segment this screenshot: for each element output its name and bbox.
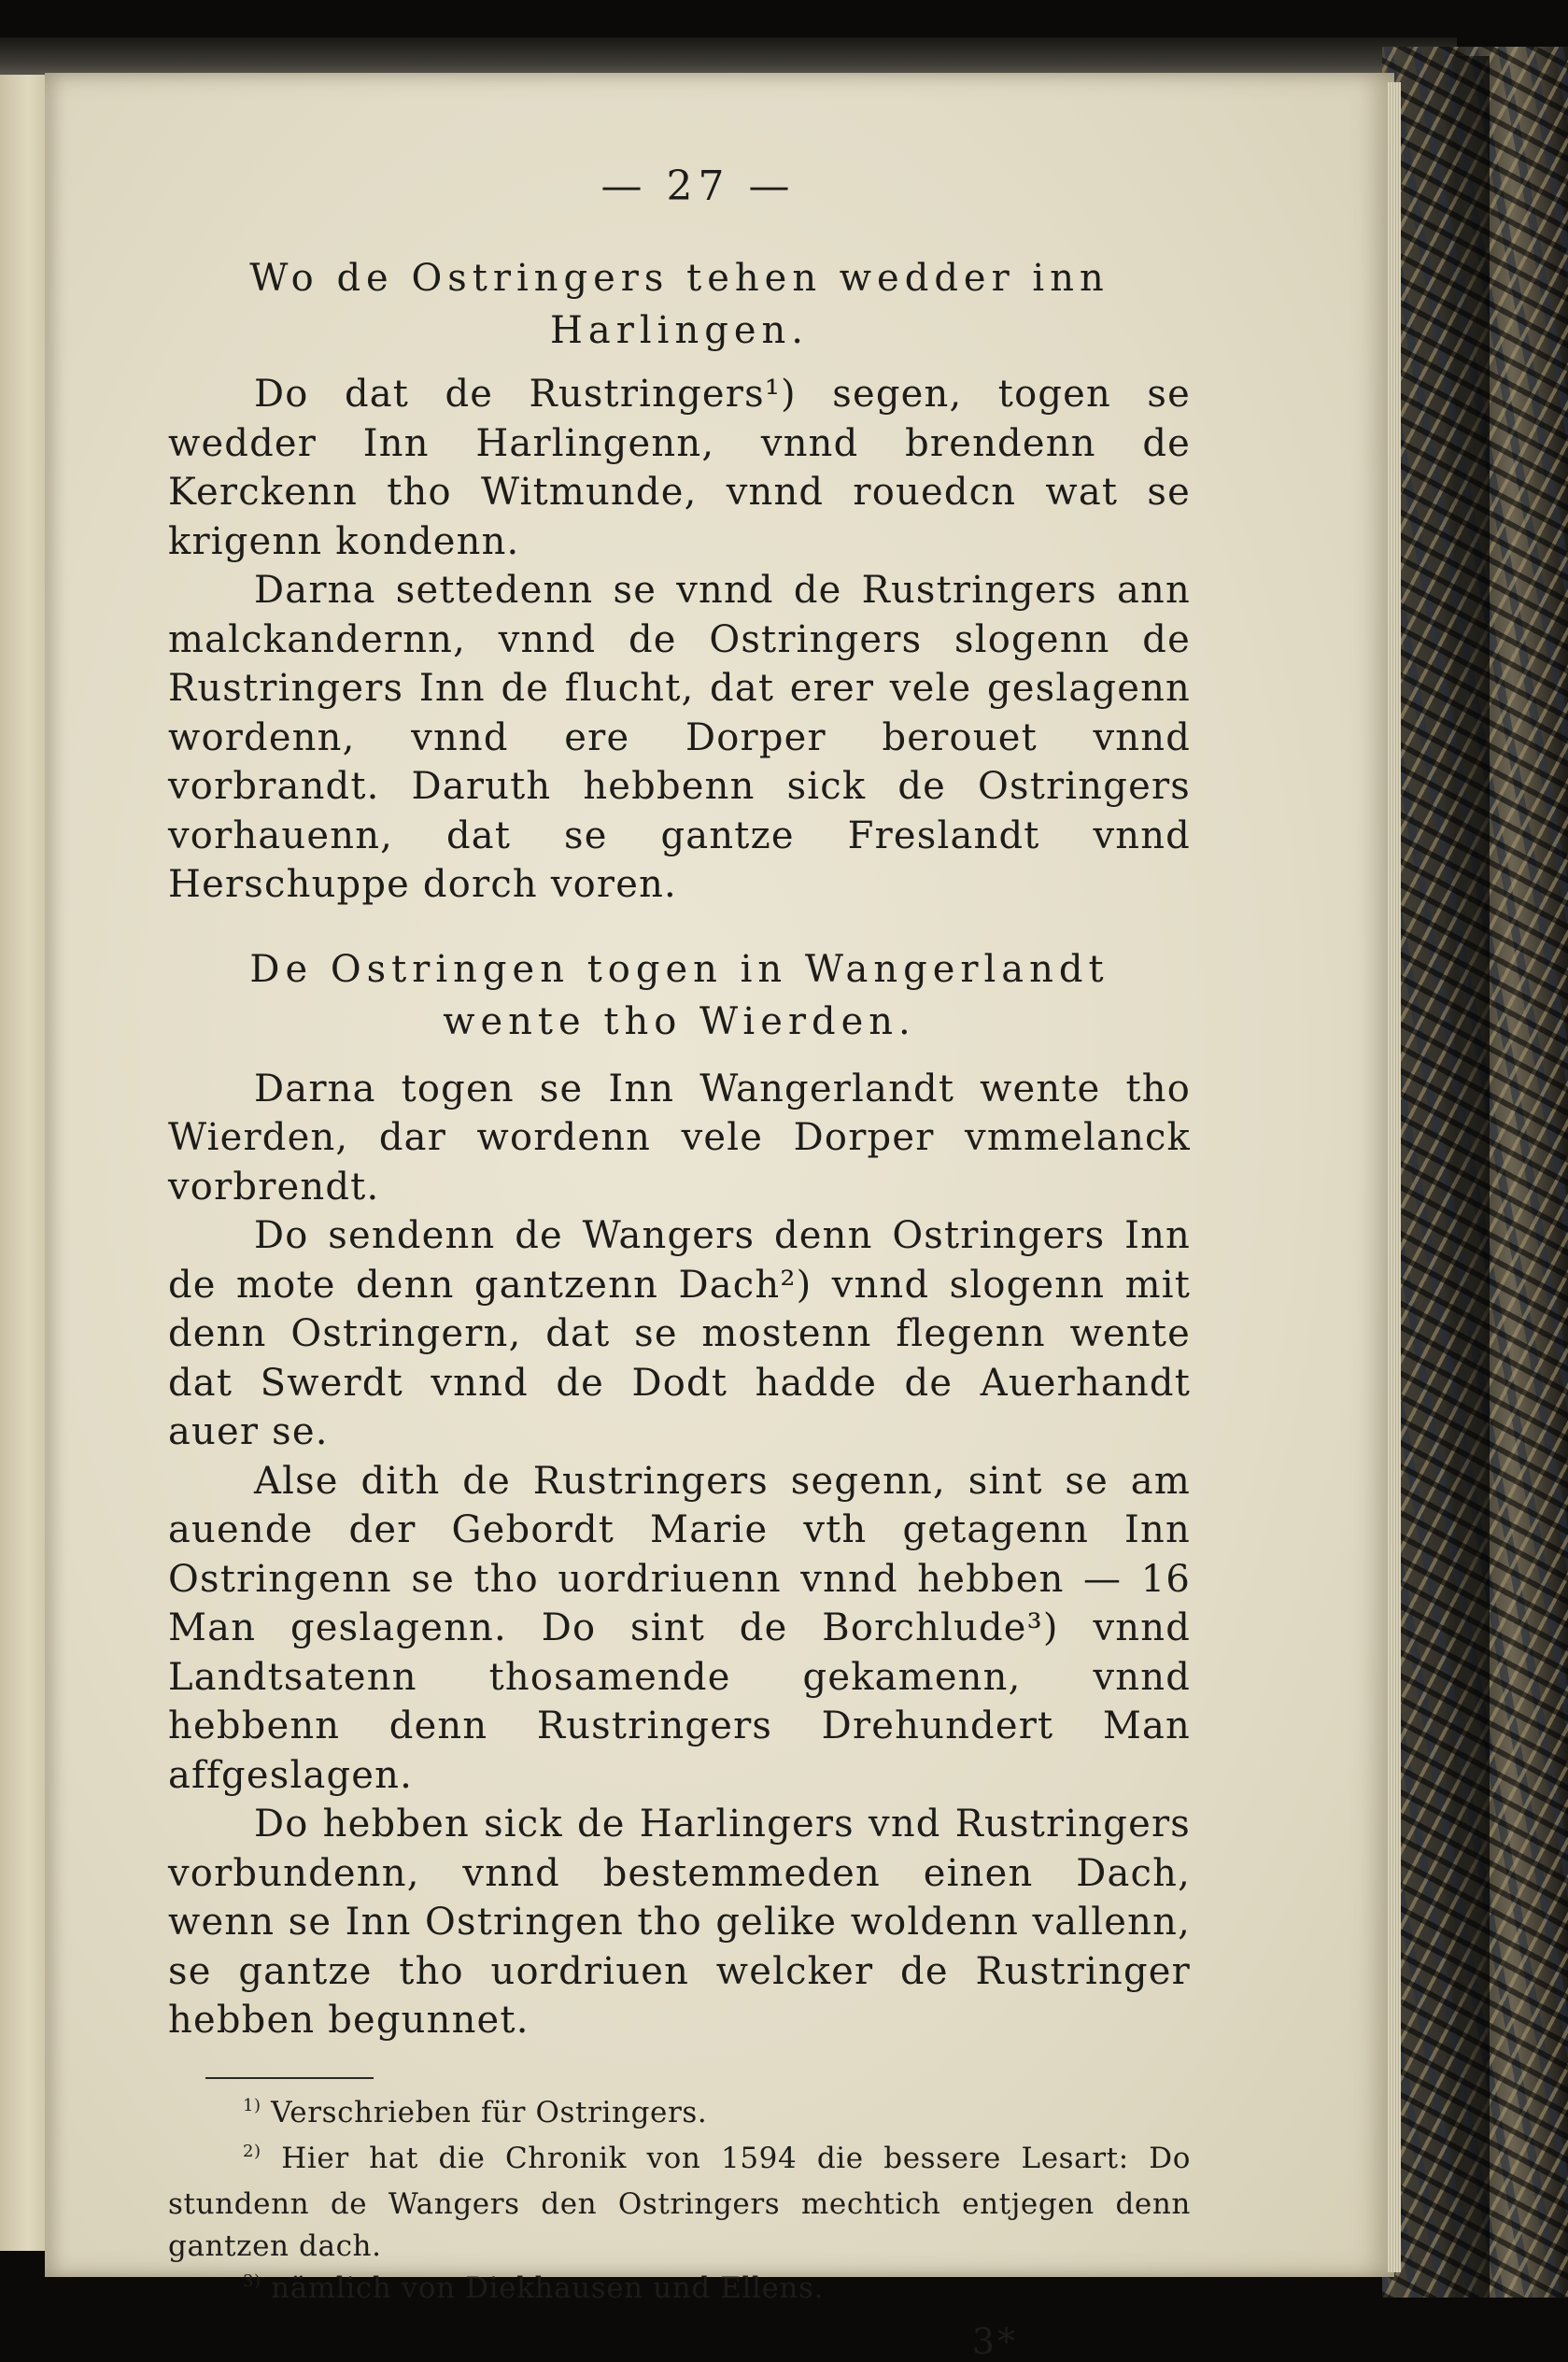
paragraph: Alse dith de Rustringers segenn, sint se am auende der Gebordt Marie vth getagenn Inn Ostringenn se tho uordriuenn vnnd hebben — 16 Man geslagenn. Do sint de Borchlude³) vnnd Landtsatenn thosamende gekamenn, vnnd hebbenn denn Rustringers Drehundert Man affgeslagen. [168, 1459, 1191, 1797]
paragraph: Do dat de Rustringers¹) segen, togen se wedder Inn Harlingenn, vnnd brendenn de Kerckenn tho Witmunde, vnnd rouedcn wat se krigenn kondenn. [168, 373, 1191, 563]
footnote-text: Hier hat die Chronik von 1594 die bessere Lesart: Do stundenn de Wangers den Ostringers mechtich entjegen denn gantzen dach. [168, 2141, 1191, 2263]
section-heading-1: Wo de Ostringers tehen wedder inn Harlingen. [249, 257, 1109, 352]
footnote-marker: 2) [243, 2141, 261, 2161]
section-heading-2: De Ostringen togen in Wangerlandt wente tho Wierden. [249, 947, 1109, 1043]
page-text [168, 159, 1191, 2362]
page-number: — 27 — [600, 163, 796, 210]
footnote-text: Verschrieben für Ostringers. [271, 2095, 708, 2129]
paragraph: Darna settedenn se vnnd de Rustringers ann malckandernn, vnnd de Ostringers slogenn de Rustringers Inn de flucht, dat erer vele geslagenn wordenn, vnnd ere Dorper berouet vnnd vorbrandt. Daruth hebbenn sick de Ostringers vorhauenn, dat se gantze Freslandt vnnd Herschuppe dorch voren. [168, 569, 1191, 906]
page-stack-edge [1388, 82, 1401, 2272]
footnote-text: nämlich von Diekhausen und Ellens. [271, 2270, 824, 2305]
facing-page-edge [0, 75, 49, 2251]
signature-mark: 3* [971, 2320, 1018, 2362]
footnote-marker: 3) [243, 2270, 261, 2291]
footnote-2 [168, 2138, 1191, 2268]
footnote-marker: 1) [243, 2095, 261, 2115]
paragraph: Do sendenn de Wangers denn Ostringers Inn de mote denn gantzenn Dach²) vnnd slogenn mit denn Ostringern, dat se mostenn flegenn wente dat Swerdt vnnd de Dodt hadde de Auerhandt auer se. [168, 1214, 1191, 1453]
footnote-1 [168, 2092, 1191, 2138]
footnote-3 [168, 2268, 1191, 2313]
paragraph: Do hebben sick de Harlingers vnd Rustringers vorbundenn, vnnd bestemmeden einen Dach, wenn se Inn Ostringen tho gelike woldenn vallenn, se gantze tho uordriuen welcker de Rustringer hebben begunnet. [168, 1803, 1191, 2042]
footnote-divider [205, 2077, 374, 2079]
paragraph: Darna togen se Inn Wangerlandt wente tho Wierden, dar wordenn vele Dorper vmmelanck vorbrendt. [168, 1067, 1191, 1209]
board-shadow [1443, 56, 1490, 2298]
